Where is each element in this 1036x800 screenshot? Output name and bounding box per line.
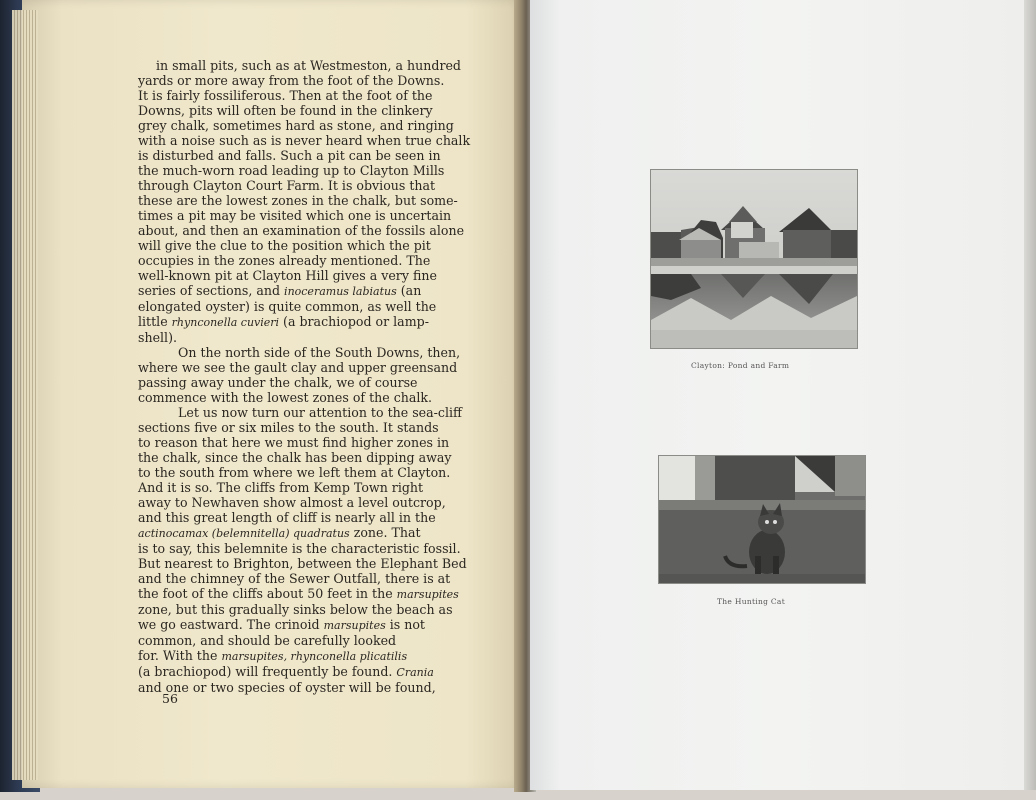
text-line: (a brachiopod) will frequently be found. Crania <box>138 664 434 679</box>
right-page-edge <box>1024 0 1036 790</box>
hunting-cat-image <box>659 456 865 583</box>
text-line: occupies in the zones already mentioned. The <box>138 253 431 268</box>
text-line: zone, but this gradually sinks below the beach as <box>138 602 453 617</box>
text-line: times a pit may be visited which one is uncertain <box>138 208 452 223</box>
paragraph <box>138 345 474 405</box>
text-line: for. With the marsupites, rhynconella plicatilis <box>138 648 408 663</box>
text-line: the foot of the cliffs about 50 feet in the marsupites <box>138 586 459 601</box>
caption-pond-and-farm: Clayton: Pond and Farm <box>691 361 790 370</box>
text-line: well-known pit at Clayton Hill gives a very fine <box>138 268 437 283</box>
text-line: about, and then an examination of the fossils alone <box>138 223 465 238</box>
text-line: is disturbed and falls. Such a pit can be seen in <box>138 148 441 163</box>
text-line: sections five or six miles to the south. It stands <box>138 420 439 435</box>
text-line: these are the lowest zones in the chalk, but some- <box>138 193 458 208</box>
text-line: grey chalk, sometimes hard as stone, and ringing <box>138 118 454 133</box>
text-line: through Clayton Court Farm. It is obvious that <box>138 178 436 193</box>
page-number: 56 <box>162 691 178 706</box>
text-line: And it is so. The cliffs from Kemp Town right <box>138 480 424 495</box>
text-line: will give the clue to the position which the pit <box>138 238 431 253</box>
text-line: series of sections, and inoceramus labiatus (an <box>138 283 422 298</box>
text-line: where we see the gault clay and upper greensand <box>138 360 458 375</box>
text-line: to the south from where we left them at Clayton. <box>138 465 451 480</box>
text-line: to reason that here we must find higher zones in <box>138 435 450 450</box>
text-line: passing away under the chalk, we of course <box>138 375 418 390</box>
text-line: and one or two species of oyster will be found, <box>138 680 436 695</box>
text-line: common, and should be carefully looked <box>138 633 397 648</box>
text-line: and this great length of cliff is nearly all in the <box>138 510 436 525</box>
text-line: in small pits, such as at Westmeston, a hundred <box>156 58 461 73</box>
text-line: we go eastward. The crinoid marsupites is not <box>138 617 425 632</box>
pond-farm-image <box>651 170 857 348</box>
text-line: But nearest to Brighton, between the Elephant Bed <box>138 556 467 571</box>
text-line: shell). <box>138 330 177 345</box>
text-line: the chalk, since the chalk has been dipping away <box>138 450 452 465</box>
text-line: the much-worn road leading up to Clayton Mills <box>138 163 445 178</box>
text-line: little rhynconella cuvieri (a brachiopod or lamp- <box>138 314 429 329</box>
text-line: Downs, pits will often be found in the clinkery <box>138 103 433 118</box>
text-line: is to say, this belemnite is the characteristic fossil. <box>138 541 461 556</box>
body-text <box>138 58 474 695</box>
text-line: and the chimney of the Sewer Outfall, there is at <box>138 571 451 586</box>
text-line: On the north side of the South Downs, then, <box>178 345 461 360</box>
text-line: away to Newhaven show almost a level outcrop, <box>138 495 446 510</box>
page-edges <box>12 10 38 780</box>
text-line: yards or more away from the foot of the Downs. <box>138 73 445 88</box>
text-line: Let us now turn our attention to the sea-cliff <box>178 405 462 420</box>
right-page <box>530 0 1036 790</box>
paragraph <box>138 405 474 695</box>
photo-pond-and-farm <box>650 169 858 349</box>
caption-hunting-cat: The Hunting Cat <box>717 597 786 606</box>
text-line: commence with the lowest zones of the chalk. <box>138 390 433 405</box>
text-line: elongated oyster) is quite common, as well the <box>138 299 437 314</box>
text-line: It is fairly fossiliferous. Then at the foot of the <box>138 88 433 103</box>
photo-hunting-cat <box>658 455 866 584</box>
paragraph <box>138 58 474 345</box>
text-line: with a noise such as is never heard when true chalk <box>138 133 471 148</box>
text-line: actinocamax (belemnitella) quadratus zone. That <box>138 525 421 540</box>
